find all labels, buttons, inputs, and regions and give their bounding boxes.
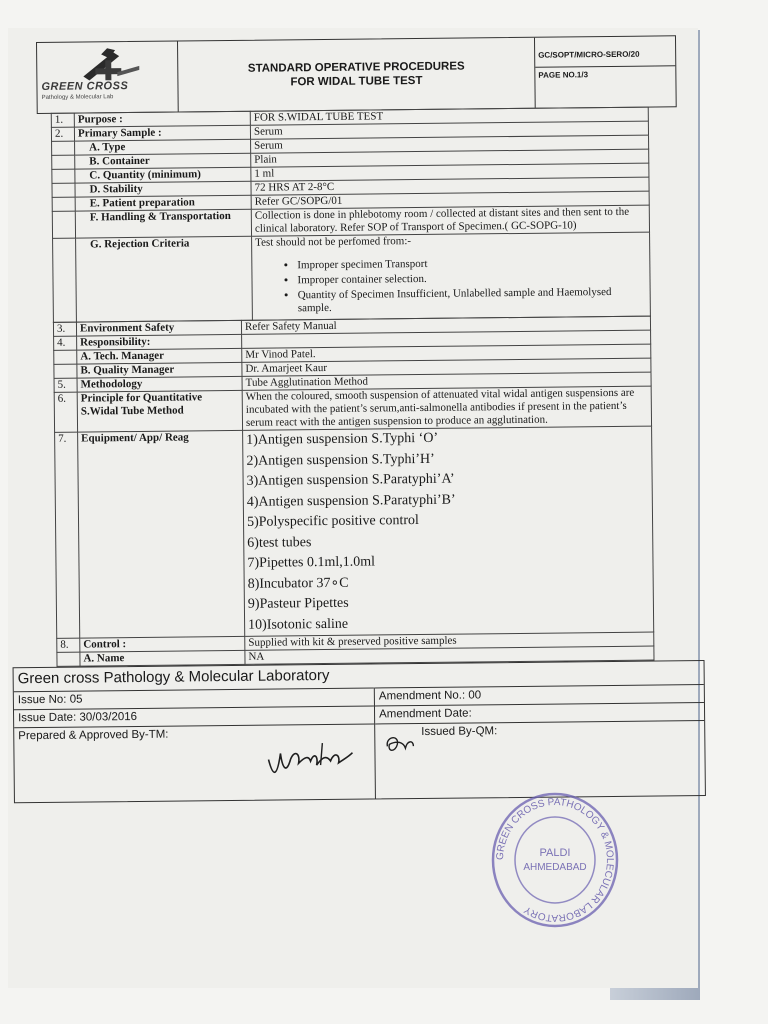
title-line-1: STANDARD OPERATIVE PROCEDURES (247, 60, 465, 75)
row-value: Refer Safety Manual (241, 316, 650, 334)
row-number: 2. (51, 127, 74, 141)
row-label: A. Tech. Manager (77, 348, 242, 364)
lab-name: Green cross Pathology & Molecular Laboratory (17, 666, 330, 688)
tm-signature-icon (264, 739, 354, 784)
row-label: E. Patient preparation (75, 195, 251, 211)
svg-text:GREEN CROSS PATHOLOGY & MOLECU (495, 797, 615, 923)
row-value: 72 HRS AT 2-8°C (251, 177, 649, 195)
document-header (36, 35, 677, 114)
laboratory-stamp-icon (490, 790, 620, 930)
rejection-intro: Test should not be perfomed from:- (255, 235, 412, 249)
row-value: Tube Agglutination Method (242, 372, 651, 390)
document-code: GC/SOPT/MICRO-SERO/20 (535, 46, 675, 67)
row-number: 6. (54, 392, 77, 432)
rejection-list (255, 256, 647, 316)
row-label: Primary Sample : (74, 125, 250, 141)
list-item: • Improper specimen Transport (297, 256, 646, 273)
row-value: Mr Vinod Patel. (242, 344, 651, 362)
sop-document (17, 35, 684, 803)
row-number (52, 211, 75, 238)
row-number: 7. (55, 432, 80, 638)
green-cross-logo-icon (43, 46, 163, 83)
row-value: Plain (251, 149, 649, 167)
row-label: A. Type (75, 139, 251, 155)
amendment-date: Amendment Date: (375, 702, 704, 723)
row-number (52, 155, 75, 169)
title-line-2: FOR WIDAL TUBE TEST (290, 74, 423, 89)
list-item: • Improper container selection. (297, 271, 646, 288)
row-label: Responsibility: (77, 334, 242, 350)
row-label: Control : (80, 636, 245, 652)
row-label: Equipment/ App/ Reag (78, 430, 245, 638)
amendment-number: Amendment No.: 00 (375, 684, 704, 705)
row-number (52, 169, 75, 183)
stamp-line-1: PALDI (539, 847, 571, 859)
row-number (53, 238, 77, 322)
row-number (57, 652, 80, 666)
list-item: • Quantity of Specimen Insufficient, Unlabelled sample and Haemolysed sample. (298, 286, 647, 316)
company-name: GREEN CROSS (41, 80, 129, 93)
list-item: 4)Antigen suspension S.Paratyphi’B’ (246, 492, 456, 510)
footer-right (375, 684, 705, 798)
row-number: 5. (54, 378, 77, 392)
row-label: Methodology (77, 376, 242, 392)
document-title (178, 38, 536, 112)
row-label: Principle for Quantitative S.Widal Tube Method (77, 390, 242, 432)
list-item: 7)Pipettes 0.1ml,1.0ml (247, 554, 376, 571)
table-row (54, 386, 651, 432)
footer-left (14, 687, 376, 802)
row-number: 4. (54, 336, 77, 350)
list-item: 5)Polyspecific positive control (246, 513, 419, 530)
row-label: A. Name (80, 650, 245, 666)
prepared-by-cell (14, 723, 375, 802)
row-label: D. Stability (75, 181, 251, 197)
row-number (52, 183, 75, 197)
row-number (52, 141, 75, 155)
list-item: 1)Antigen suspension S.Typhi ‘O’ (246, 430, 439, 448)
row-number: 3. (53, 322, 76, 336)
row-value: Refer GC/SOPG/01 (251, 191, 649, 209)
row-label: B. Container (75, 153, 251, 169)
row-value: 1 ml (251, 163, 649, 181)
issue-number: Issue No: 05 (14, 687, 374, 709)
sop-table (51, 107, 651, 323)
row-label: C. Quantity (minimum) (75, 167, 251, 183)
stamp-ring-text: GREEN CROSS PATHOLOGY & MOLECULAR LABORATORY (494, 796, 616, 924)
row-number (52, 197, 75, 211)
issued-by-cell (375, 720, 705, 798)
list-item: 10)Isotonic saline (248, 616, 349, 633)
row-value: Supplied with kit & preserved positive samples (245, 632, 654, 650)
row-value: FOR S.WIDAL TUBE TEST (250, 107, 648, 125)
row-number: 1. (51, 113, 74, 127)
row-number (54, 364, 77, 378)
page-number: PAGE NO.1/3 (538, 70, 589, 80)
document-reference (535, 36, 676, 107)
footer-grid (14, 684, 705, 802)
row-number: 8. (57, 638, 80, 652)
list-item: 8)Incubator 37∘C (247, 575, 349, 592)
table-row (53, 232, 651, 322)
row-label: B. Quality Manager (77, 362, 242, 378)
list-item: 2)Antigen suspension S.Typhi’H’ (246, 451, 435, 469)
row-value: Serum (251, 135, 649, 153)
row-label: Environment Safety (76, 320, 241, 336)
rejection-criteria-cell (252, 232, 651, 320)
row-label: G. Rejection Criteria (76, 236, 253, 322)
stamp-line-2: AHMEDABAD (523, 862, 587, 873)
table-row (55, 426, 654, 638)
list-item: 6)test tubes (247, 534, 312, 551)
prepared-by-label: Prepared & Approved By-TM: (18, 728, 169, 743)
company-subtitle: Pathology & Molecular Lab (41, 94, 114, 101)
row-value: NA (245, 646, 654, 664)
list-item: 9)Pasteur Pipettes (247, 595, 349, 612)
company-logo (37, 42, 179, 113)
issue-date: Issue Date: 30/03/2016 (14, 705, 374, 727)
list-item: 3)Antigen suspension S.Paratyphi’A’ (246, 471, 455, 489)
row-value: Collection is done in phlebotomy room / collected at distant sites and then sent to the clinical laboratory. Refer SOP of Transport of Specimen.( GC-SOPG-10) (251, 205, 649, 236)
equipment-list (243, 426, 654, 636)
row-value: Dr. Amarjeet Kaur (242, 358, 651, 376)
row-value: Serum (250, 121, 648, 139)
sop-table-main (53, 316, 655, 667)
row-number (54, 350, 77, 364)
qm-signature-icon (383, 732, 417, 756)
row-label: Purpose : (74, 111, 250, 127)
issued-by-label: Issued By-QM: (421, 725, 498, 739)
row-label: F. Handling & Transportation (75, 209, 251, 238)
document-footer (13, 660, 706, 803)
row-value: When the coloured, smooth suspension of attenuated vital widal antigen suspensions are incubated with the patient’s serum,anti-salmonella antibodies if present in the patient’s serum react with the antigen suspension to produce an agglutination. (242, 386, 651, 430)
